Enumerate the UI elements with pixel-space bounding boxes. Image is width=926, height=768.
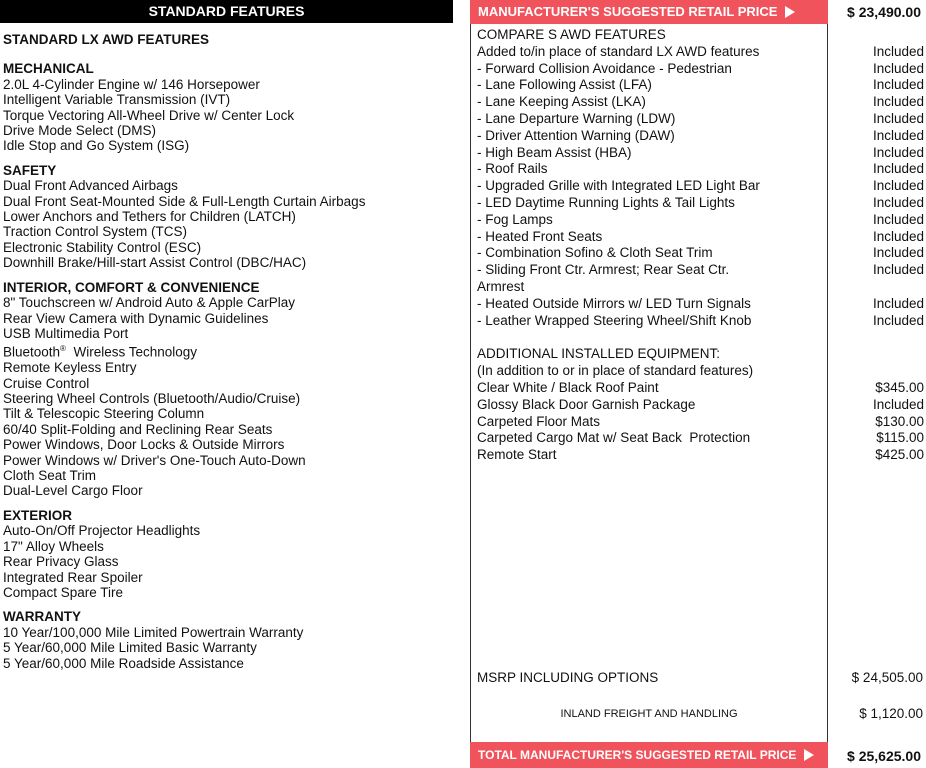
standard-features-list	[3, 32, 463, 680]
total-msrp-bar	[470, 742, 828, 768]
msrp-header-bar	[470, 0, 828, 24]
arrow-right-icon	[785, 6, 795, 18]
section-title: SAFETY	[3, 162, 57, 178]
section-title: INTERIOR, COMFORT & CONVENIENCE	[3, 279, 260, 295]
additional-subtitle: (In addition to or in place of standard features)	[477, 363, 754, 379]
feature-item: Remote Keyless Entry	[3, 360, 137, 376]
freight-label: INLAND FREIGHT AND HANDLING	[560, 707, 738, 720]
compare-row: - Fog Lamps Included	[477, 211, 924, 227]
feature-item: Power Windows, Door Locks & Outside Mirrors	[3, 437, 285, 453]
compare-row: - Roof Rails Included	[477, 161, 924, 177]
feature-item: Traction Control System (TCS)	[3, 224, 188, 240]
feature-item: Tilt & Telescopic Steering Column	[3, 406, 205, 422]
feature-item: Auto-On/Off Projector Headlights	[3, 523, 201, 539]
feature-item: Cloth Seat Trim	[3, 468, 97, 484]
freight-row	[470, 706, 923, 721]
feature-item: Electronic Stability Control (ESC)	[3, 239, 202, 255]
msrp-label: MANUFACTURER'S SUGGESTED RETAIL PRICE	[478, 4, 778, 19]
compare-row: - Upgraded Grille with Integrated LED Light Bar Included	[477, 178, 924, 194]
section-interior	[3, 280, 463, 499]
feature-item: 8" Touchscreen w/ Android Auto & Apple CarPlay	[3, 295, 295, 311]
section-exterior	[3, 508, 463, 600]
feature-item: 10 Year/100,000 Mile Limited Powertrain Warranty	[3, 624, 304, 640]
total-label: TOTAL MANUFACTURER'S SUGGESTED RETAIL PRICE	[478, 748, 797, 762]
feature-item: 5 Year/60,000 Mile Limited Basic Warranty	[3, 640, 257, 656]
feature-item: USB Multimedia Port	[3, 325, 129, 341]
msrp-including-options	[477, 670, 923, 685]
msrp-options-value: $ 24,505.00	[851, 670, 923, 685]
feature-item: Integrated Rear Spoiler	[3, 569, 143, 585]
section-title: MECHANICAL	[3, 61, 94, 77]
compare-row: - Forward Collision Avoidance - Pedestrian Included	[477, 60, 924, 76]
standard-features-header: STANDARD FEATURES	[0, 0, 453, 23]
option-row: Clear White / Black Roof Paint $345.00	[477, 379, 924, 395]
feature-item: Compact Spare Tire	[3, 584, 124, 600]
section-mechanical	[3, 61, 463, 153]
compare-row: - Driver Attention Warning (DAW) Included	[477, 127, 924, 143]
total-msrp-value: $ 25,625.00	[847, 748, 921, 764]
compare-row: - Lane Following Assist (LFA) Included	[477, 77, 924, 93]
feature-item-bluetooth	[3, 341, 463, 360]
section-warranty	[3, 609, 463, 671]
compare-row: - Heated Outside Mirrors w/ LED Turn Signals Included	[477, 295, 924, 311]
lx-awd-title: STANDARD LX AWD FEATURES	[3, 32, 209, 47]
feature-item: Rear Privacy Glass	[3, 554, 119, 570]
feature-item: 5 Year/60,000 Mile Roadside Assistance	[3, 655, 244, 671]
feature-item: Downhill Brake/Hill-start Assist Control (DBC/HAC)	[3, 255, 307, 271]
feature-item: 17" Alloy Wheels	[3, 538, 104, 554]
compare-row: - LED Daytime Running Lights & Tail Lights Included	[477, 194, 924, 210]
feature-item: Torque Vectoring All-Wheel Drive w/ Center Lock	[3, 107, 295, 123]
feature-item: Power Windows w/ Driver's One-Touch Auto-Down	[3, 452, 306, 468]
bluetooth-text: Bluetooth	[3, 344, 61, 360]
option-row: Glossy Black Door Garnish Package Included	[477, 396, 924, 412]
freight-value: $ 1,120.00	[859, 706, 923, 721]
feature-item: Rear View Camera with Dynamic Guidelines	[3, 310, 269, 326]
compare-row: - Heated Front Seats Included	[477, 228, 924, 244]
section-safety	[3, 163, 463, 271]
compare-row: - Lane Keeping Assist (LKA) Included	[477, 94, 924, 110]
option-row: Remote Start $425.00	[477, 447, 924, 463]
feature-item: 2.0L 4-Cylinder Engine w/ 146 Horsepower	[3, 76, 260, 92]
feature-item: Steering Wheel Controls (Bluetooth/Audio/Cruise)	[3, 391, 301, 407]
feature-item: Lower Anchors and Tethers for Children (LATCH)	[3, 209, 296, 225]
msrp-options-label: MSRP INCLUDING OPTIONS	[477, 670, 659, 685]
feature-item: Intelligent Variable Transmission (IVT)	[3, 92, 231, 108]
compare-row: - Lane Departure Warning (LDW) Included	[477, 110, 924, 126]
option-row: Carpeted Floor Mats $130.00	[477, 413, 924, 429]
section-title: EXTERIOR	[3, 507, 73, 523]
feature-item: Dual Front Seat-Mounted Side & Full-Length Curtain Airbags	[3, 193, 366, 209]
arrow-right-icon	[804, 749, 814, 761]
feature-item: Drive Mode Select (DMS)	[3, 123, 157, 139]
compare-row: - Combination Sofino & Cloth Seat Trim Included	[477, 245, 924, 261]
compare-row: Added to/in place of standard LX AWD features Included	[477, 43, 924, 59]
compare-features-list	[477, 27, 926, 464]
option-row: Carpeted Cargo Mat w/ Seat Back Protection $115.00	[477, 430, 924, 446]
bluetooth-rest: Wireless Technology	[65, 344, 198, 360]
feature-item: Cruise Control	[3, 375, 90, 391]
additional-title: ADDITIONAL INSTALLED EQUIPMENT:	[477, 346, 721, 362]
compare-title: COMPARE S AWD FEATURES	[477, 27, 666, 42]
compare-row: - Leather Wrapped Steering Wheel/Shift Knob Included	[477, 312, 924, 328]
section-title: WARRANTY	[3, 609, 81, 625]
feature-item: Idle Stop and Go System (ISG)	[3, 138, 190, 154]
feature-item: Dual-Level Cargo Floor	[3, 483, 143, 499]
base-msrp-value: $ 23,490.00	[847, 4, 921, 20]
feature-item: 60/40 Split-Folding and Reclining Rear Seats	[3, 421, 273, 437]
registered-mark: ®	[60, 344, 66, 354]
compare-row: - High Beam Assist (HBA) Included	[477, 144, 924, 160]
compare-row: - Sliding Front Ctr. Armrest; Rear Seat Ctr. Armrest Included	[477, 262, 924, 294]
feature-item: Dual Front Advanced Airbags	[3, 178, 178, 194]
